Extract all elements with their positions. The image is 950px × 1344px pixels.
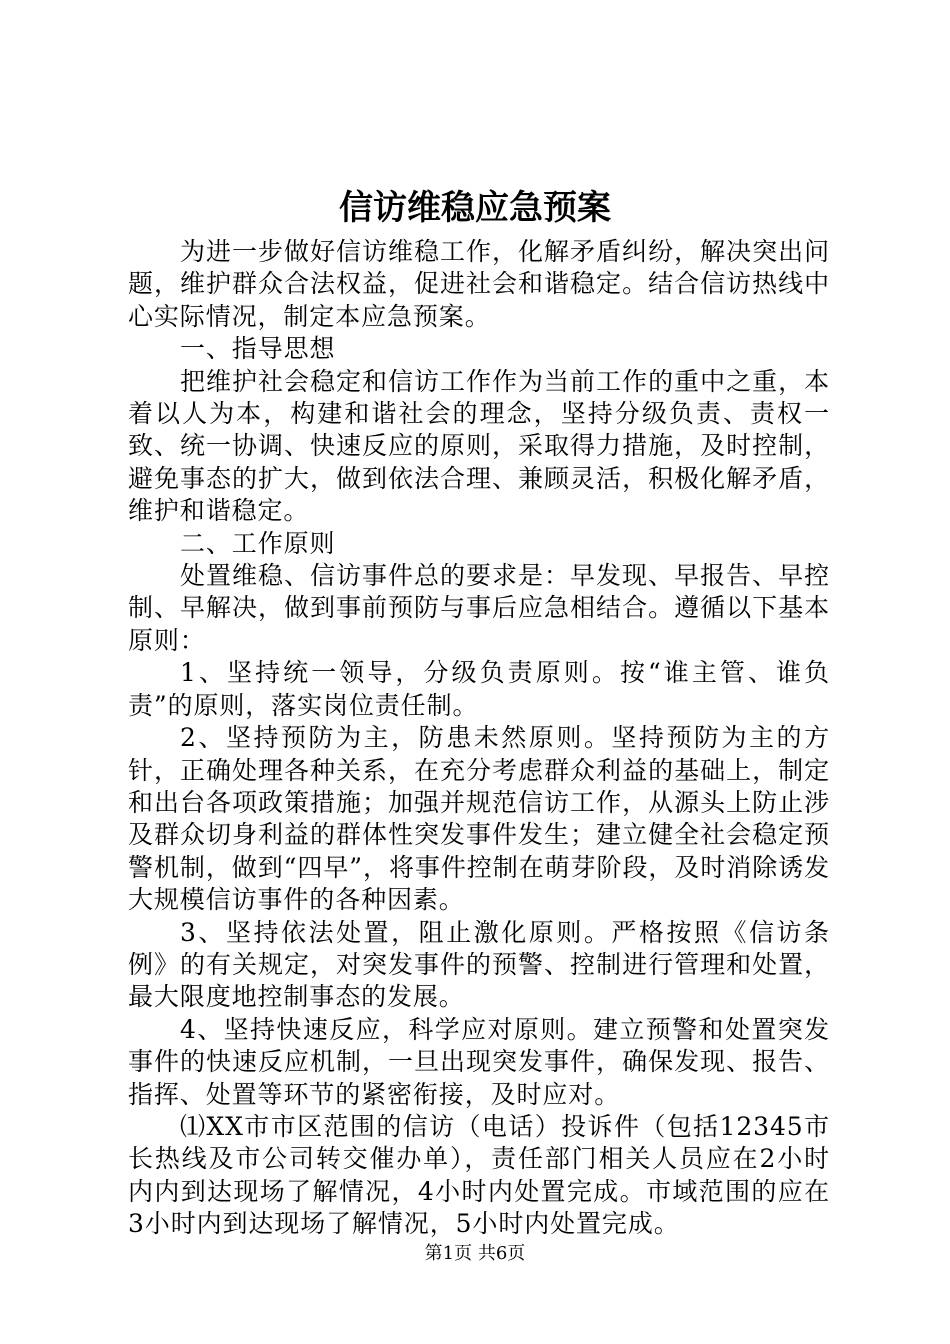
document-body xyxy=(128,236,830,1241)
guiding-ideology-paragraph: 把维护社会稳定和信访工作作为当前工作的重中之重，本着以人为本，构建和谐社会的理念，坚持分级负责、责权一致、统一协调、快速反应的原则，采取得力措施，及时控制，避免事态的扩大，做到依法合理、兼顾灵活，积极化解矛盾，维护和谐稳定。 xyxy=(128,366,830,526)
response-time-paragraph: ⑴XX市市区范围的信访（电话）投诉件（包括12345市长热线及市公司转交催办单），责任部门相关人员应在2小时内内到达现场了解情况，4小时内处置完成。市域范围的应在3小时内到达现场了解情况，5小时内处置完成。 xyxy=(128,1111,830,1239)
principle-4-paragraph: 4、坚持快速反应，科学应对原则。建立预警和处置突发事件的快速反应机制，一旦出现突发事件，确保发现、报告、指挥、处置等环节的紧密衔接，及时应对。 xyxy=(128,1014,830,1109)
page-footer: 第1页 共6页 xyxy=(424,1243,526,1264)
section-heading-working-principles: 二、工作原则 xyxy=(180,528,336,558)
principles-intro-paragraph: 处置维稳、信访事件总的要求是：早发现、早报告、早控制、早解决，做到事前预防与事后应急相结合。遵循以下基本原则： xyxy=(128,561,830,655)
principle-1-paragraph: 1、坚持统一领导，分级负责原则。按“谁主管、谁负责”的原则，落实岗位责任制。 xyxy=(128,658,830,720)
principle-3-paragraph: 3、坚持依法处置，阻止激化原则。严格按照《信访条例》的有关规定，对突发事件的预警、控制进行管理和处置，最大限度地控制事态的发展。 xyxy=(128,917,830,1012)
principle-2-paragraph: 2、坚持预防为主，防患未然原则。坚持预防为主的方针，正确处理各种关系，在充分考虑群众利益的基础上，制定和出台各项政策措施；加强并规范信访工作，从源头上防止涉及群众切身利益的群体性突发事件发生；建立健全社会稳定预警机制，做到“四早”，将事件控制在萌芽阶段，及时消除诱发大规模信访事件的各种因素。 xyxy=(128,723,830,915)
section-heading-guiding-ideology: 一、指导思想 xyxy=(180,334,336,364)
document-title: 信访维稳应急预案 xyxy=(339,188,611,228)
intro-paragraph: 为进一步做好信访维稳工作，化解矛盾纠纷，解决突出问题，维护群众合法权益，促进社会和谐稳定。结合信访热线中心实际情况，制定本应急预案。 xyxy=(128,237,830,331)
